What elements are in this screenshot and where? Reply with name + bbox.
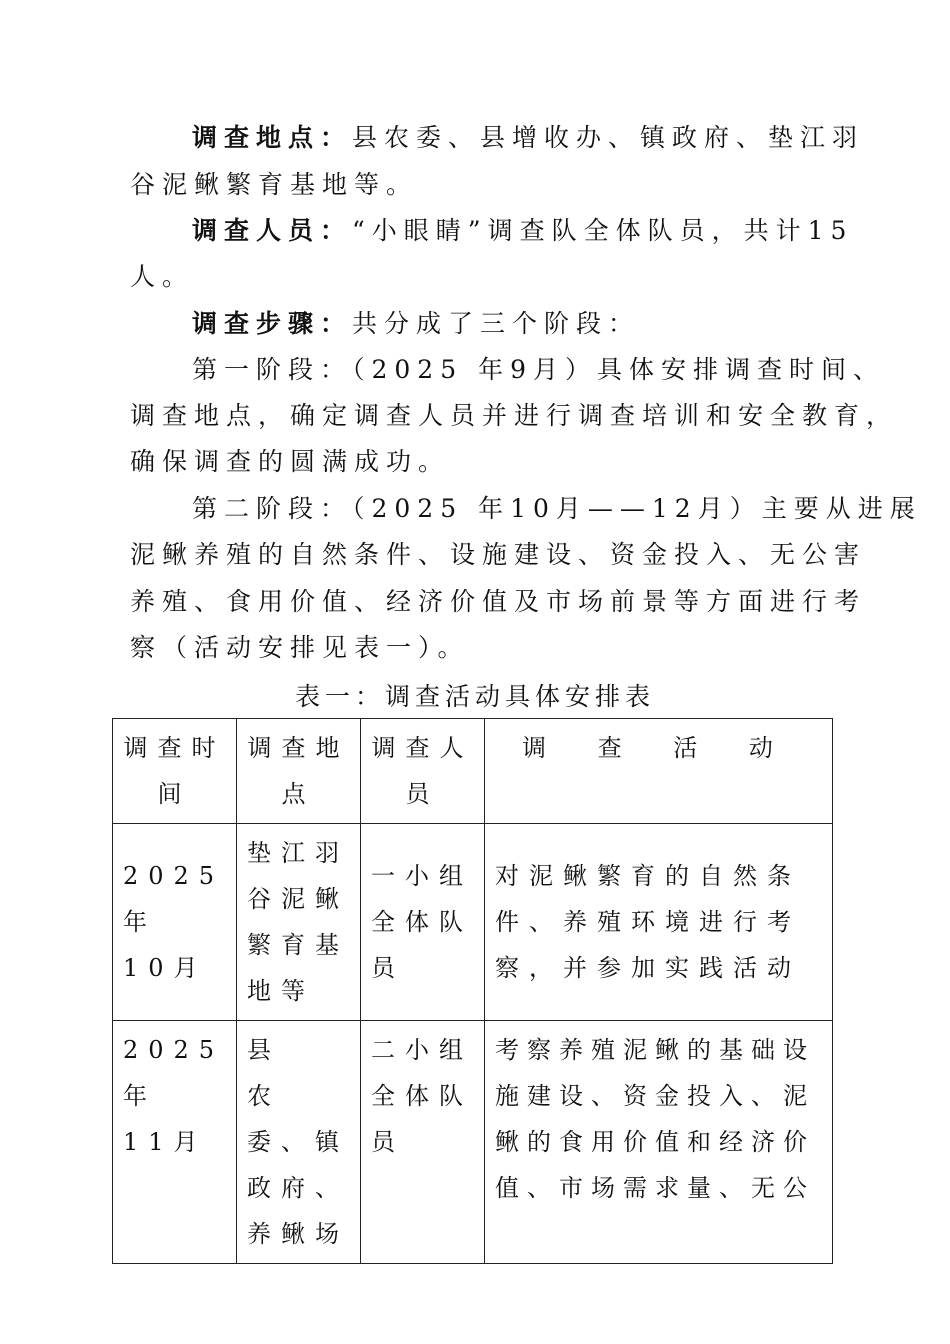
cell-people-l2: 全体队 bbox=[371, 908, 473, 936]
cell-activity bbox=[485, 824, 833, 1021]
phase-two-line1: 第二阶段：（2025 年10月——12月）主要从进展 bbox=[192, 494, 922, 523]
cell-place-l3: 繁育基 bbox=[247, 931, 349, 959]
header-people-l2: 员 bbox=[405, 780, 440, 808]
cell-place-l4: 养鳅场 bbox=[247, 1220, 349, 1248]
cell-people-l1: 一小组 bbox=[371, 862, 473, 890]
paragraph-survey-steps bbox=[192, 306, 640, 342]
cell-activity bbox=[485, 1021, 833, 1264]
table-header-row bbox=[113, 719, 833, 824]
cell-place bbox=[237, 1021, 361, 1264]
text-survey-steps: 共分成了三个阶段： bbox=[352, 309, 641, 338]
cell-time-l1: 2025 年 bbox=[123, 1036, 225, 1110]
header-time-l2: 间 bbox=[157, 780, 192, 808]
text-survey-location: 县农委、县增收办、镇政府、垫江羽 bbox=[352, 123, 865, 152]
phase-two-line3: 养殖、食用价值、经济价值及市场前景等方面进行考 bbox=[130, 587, 867, 616]
cell-people bbox=[361, 824, 485, 1021]
cell-place-l4: 地等 bbox=[247, 977, 315, 1005]
cell-activity-l2: 施建设、资金投入、泥 bbox=[495, 1082, 815, 1110]
cell-time-l1: 2025 年 bbox=[123, 862, 225, 936]
cell-people-l3: 员 bbox=[371, 1128, 405, 1156]
paragraph-survey-location bbox=[192, 120, 864, 156]
cell-people-l2: 全体队 bbox=[371, 1082, 473, 1110]
label-survey-location: 调查地点： bbox=[192, 123, 353, 152]
cell-time-l2: 10月 bbox=[123, 954, 208, 982]
phase-two-line2: 泥鳅养殖的自然条件、设施建设、资金投入、无公害 bbox=[130, 540, 867, 569]
phase-one-line1: 第一阶段：（2025 年9月）具体安排调查时间、 bbox=[192, 355, 885, 384]
cell-time bbox=[113, 824, 237, 1021]
text-survey-staff-cont: 人。 bbox=[130, 262, 195, 291]
cell-activity-l1: 对泥鳅繁育的自然条 bbox=[495, 862, 801, 890]
cell-activity-l4: 值、市场需求量、无公 bbox=[495, 1174, 815, 1202]
paragraph-survey-staff bbox=[192, 213, 853, 249]
table-caption: 表一：调查活动具体安排表 bbox=[294, 682, 655, 711]
table-row bbox=[113, 824, 833, 1021]
cell-time bbox=[113, 1021, 237, 1264]
header-place-l1: 调查地 bbox=[247, 734, 350, 762]
cell-activity-l3: 察，并参加实践活动 bbox=[495, 954, 801, 982]
header-activity: 调 查 活 动 bbox=[485, 719, 833, 824]
phase-one-line3: 确保调查的圆满成功。 bbox=[130, 447, 451, 476]
header-time-l1: 调查时 bbox=[123, 734, 226, 762]
header-time bbox=[113, 719, 237, 824]
phase-one-line2: 调查地点，确定调查人员并进行调查培训和安全教育， bbox=[130, 401, 899, 430]
cell-place-l3: 政府、 bbox=[247, 1174, 349, 1202]
header-people bbox=[361, 719, 485, 824]
label-survey-staff: 调查人员： bbox=[192, 216, 353, 245]
cell-people bbox=[361, 1021, 485, 1264]
cell-people-l3: 员 bbox=[371, 954, 405, 982]
text-survey-location-cont: 谷泥鳅繁育基地等。 bbox=[130, 170, 419, 199]
cell-activity-l3: 鳅的食用价值和经济价 bbox=[495, 1128, 815, 1156]
header-people-l1: 调查人 bbox=[371, 734, 474, 762]
text-survey-staff: “小眼睛”调查队全体队员，共计15 bbox=[352, 216, 854, 245]
cell-activity-l2: 件、养殖环境进行考 bbox=[495, 908, 801, 936]
cell-place-l2: 委、镇 bbox=[247, 1128, 349, 1156]
cell-people-l1: 二小组 bbox=[371, 1036, 473, 1064]
cell-place-l2: 谷泥鳅 bbox=[247, 885, 349, 913]
cell-place bbox=[237, 824, 361, 1021]
cell-activity-l1: 考察养殖泥鳅的基础设 bbox=[495, 1036, 815, 1064]
phase-two-line4: 察（活动安排见表一）。 bbox=[130, 633, 470, 662]
table-row bbox=[113, 1021, 833, 1264]
header-place bbox=[237, 719, 361, 824]
header-place-l2: 点 bbox=[281, 780, 316, 808]
cell-place-l1: 县 农 bbox=[247, 1036, 349, 1110]
activity-schedule-table bbox=[112, 718, 833, 1264]
cell-time-l2: 11月 bbox=[123, 1128, 208, 1156]
label-survey-steps: 调查步骤： bbox=[192, 309, 353, 338]
cell-place-l1: 垫江羽 bbox=[247, 839, 349, 867]
